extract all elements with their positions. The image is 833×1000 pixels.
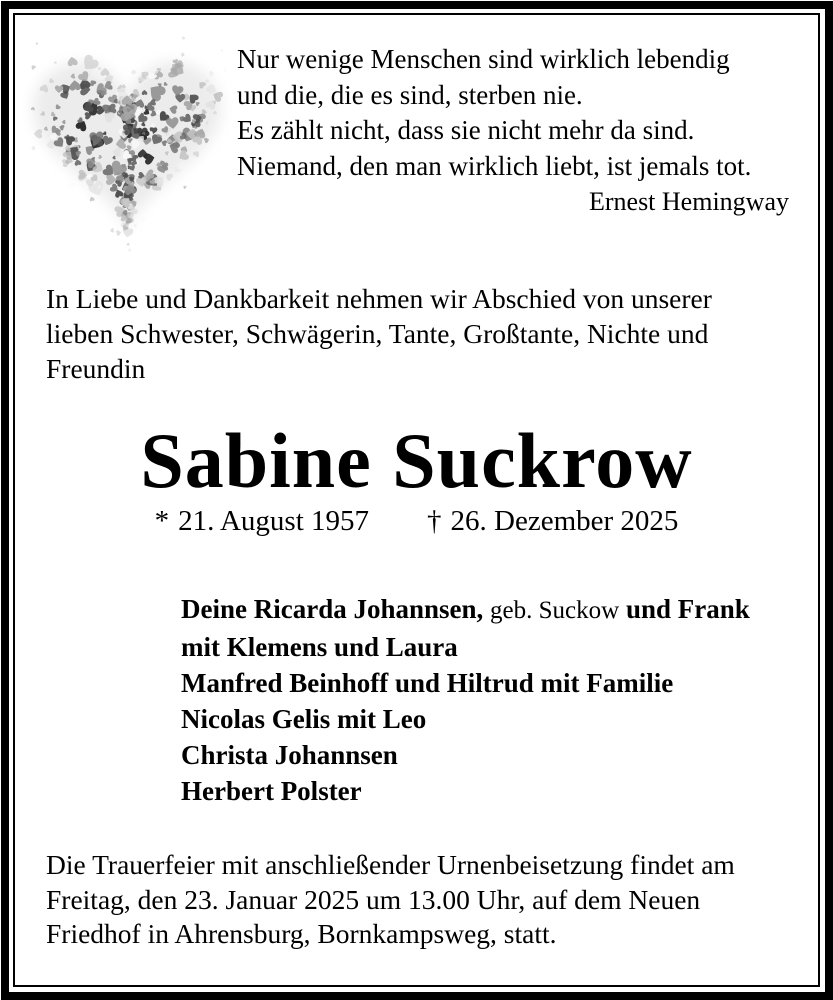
mourner-line: mit Klemens und Laura <box>181 632 458 662</box>
born-star-symbol: * <box>154 505 170 537</box>
mourner-name: Deine Ricarda Johannsen, <box>181 594 484 624</box>
quote-line: und die, die es sind, sterben nie. <box>237 79 583 110</box>
quote-line: Niemand, den man wirklich liebt, ist jemals tot. <box>237 150 752 181</box>
death-date <box>427 504 678 538</box>
quote-attribution: Ernest Hemingway <box>588 187 789 216</box>
funeral-info-line: Die Trauerfeier mit anschließender Urnenbeisetzung findet am <box>46 849 735 880</box>
heart-collage-svg <box>20 32 234 268</box>
life-dates <box>16 504 817 538</box>
died-cross-symbol: † <box>427 505 442 537</box>
quote-line: Nur wenige Menschen sind wirklich lebendig <box>237 44 730 74</box>
mourners-list <box>181 591 811 809</box>
mourner-line: Christa Johannsen <box>181 740 398 770</box>
funeral-info-paragraph <box>46 848 796 952</box>
death-date-text: 26. Dezember 2025 <box>450 505 679 537</box>
deceased-name: Sabine Suckrow <box>140 417 693 504</box>
mourner-line: Herbert Polster <box>181 776 362 806</box>
mourner-line: Manfred Beinhoff und Hiltrud mit Familie <box>181 668 674 698</box>
funeral-info-line: Friedhof in Ahrensburg, Bornkampsweg, statt. <box>46 918 557 949</box>
heart-collage-icon <box>20 32 234 268</box>
maiden-name-note: geb. Suckow <box>490 597 620 624</box>
quote-block <box>237 42 793 220</box>
intro-line: Freundin <box>46 353 146 384</box>
quote-line: Es zählt nicht, dass sie nicht mehr da sind. <box>237 115 695 145</box>
intro-line: In Liebe und Dankbarkeit nehmen wir Abschied von unserer <box>46 283 712 314</box>
intro-line: lieben Schwester, Schwägerin, Tante, Großtante, Nichte und <box>46 318 709 349</box>
funeral-info-line: Freitag, den 23. Januar 2025 um 13.00 Uhr, auf dem Neuen <box>46 883 701 915</box>
mourner-line <box>181 591 811 629</box>
birth-date-text: 21. August 1957 <box>178 505 370 537</box>
birth-date <box>155 504 369 538</box>
intro-paragraph <box>46 281 786 386</box>
mourner-line: Nicolas Gelis mit Leo <box>181 704 427 734</box>
mourner-name: und Frank <box>625 594 750 624</box>
